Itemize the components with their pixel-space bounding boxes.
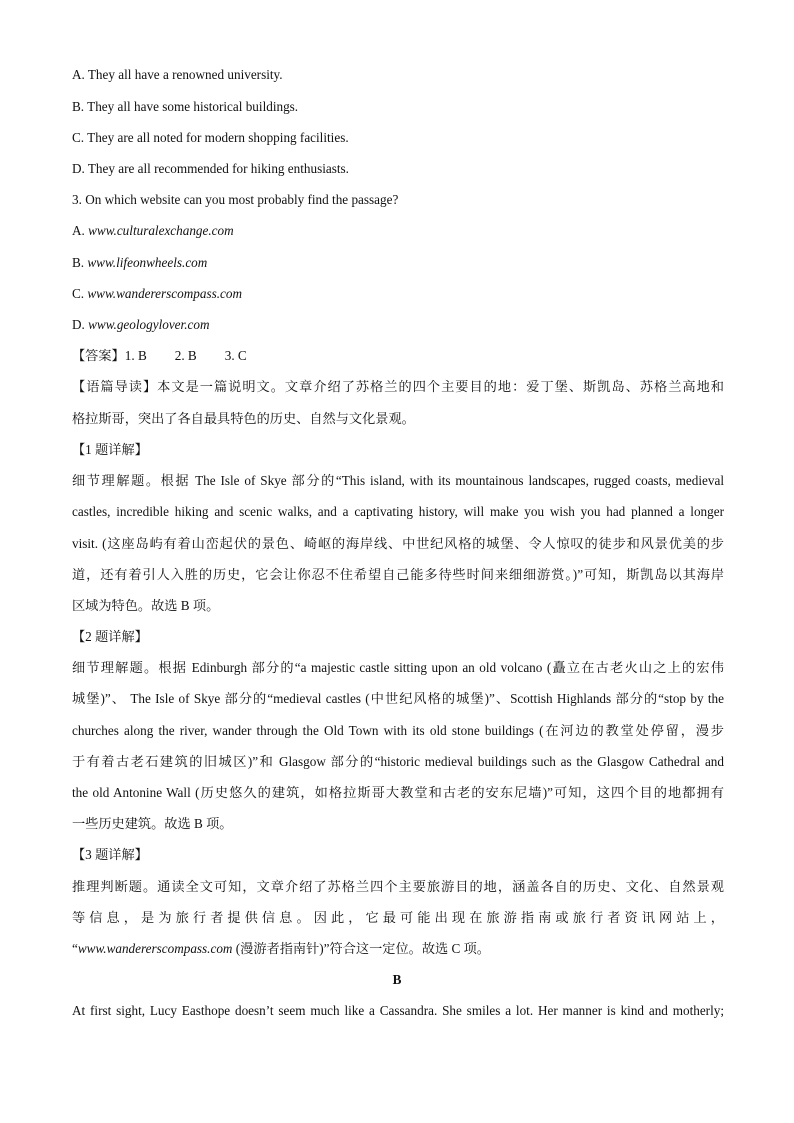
explain3-line-1: 推理判断题。通读全文可知，文章介绍了苏格兰四个主要旅游目的地，涵盖各自的历史、文化、自然景观 (72, 879, 724, 894)
explain2-line-1: 细节理解题。根据 Edinburgh 部分的“a majestic castle sitting upon an old volcano (矗立在古老火山之上的宏伟 (72, 660, 724, 675)
answer-3: 3. C (224, 348, 247, 363)
explain2-line-4: 于有着古老石建筑的旧城区)”和 Glasgow 部分的“historic medieval buildings such as the Glasgow Cathedral and (72, 754, 724, 769)
explain1-heading: 【1 题详解】 (72, 442, 148, 457)
explain3-line-2: 等信息，是为旅行者提供信息。因此，它最可能出现在旅游指南或旅行者资讯网站上， (72, 910, 724, 925)
q3-option-letter: B. (72, 255, 88, 270)
explain3-heading: 【3 题详解】 (72, 847, 148, 862)
q3-option-letter: D. (72, 317, 89, 332)
explain3-line-3-rest: (漫游者指南针)”符合这一定位。故选 C 项。 (232, 941, 490, 956)
q2-option-d: D. They are all recommended for hiking enthusiasts. (72, 161, 349, 176)
q3-option-c (72, 285, 724, 303)
q3-option-letter: C. (72, 286, 88, 301)
q3-stem: 3. On which website can you most probably find the passage? (72, 192, 399, 207)
answer-2: 2. B (174, 348, 197, 363)
website-url: www.wandererscompass.com (77, 941, 233, 956)
explain1-line-2: castles, incredible hiking and scenic walks, and a captivating history, will make you wish you had planned a longer (72, 504, 724, 519)
q3-option-url: www.geologylover.com (88, 317, 210, 332)
section-b-title: B (392, 972, 402, 987)
q3-option-b (72, 254, 724, 272)
explain3-line-3 (72, 940, 724, 958)
q2-option-a: A. They all have a renowned university. (72, 67, 283, 82)
q2-option-b: B. They all have some historical buildings. (72, 99, 299, 114)
explain2-line-2: 城堡)”、 The Isle of Skye 部分的“medieval castles (中世纪风格的城堡)”、Scottish Highlands 部分的“stop by the (72, 691, 724, 706)
explain1-line-1: 细节理解题。根据 The Isle of Skye 部分的“This island, with its mountainous landscapes, rugged coasts, medieval (72, 473, 724, 488)
guide-line-2: 格拉斯哥，突出了各自最具特色的历史、自然与文化景观。 (72, 411, 415, 426)
q3-option-letter: A. (72, 223, 89, 238)
explain1-line-4: 道，还有着引人入胜的历史，它会让你忍不住希望自己能多待些时间来细细游赏。)”可知，斯凯岛以其海岸 (72, 567, 724, 582)
q3-option-url: www.wandererscompass.com (87, 286, 242, 301)
explain1-line-5: 区域为特色。故选 B 项。 (72, 598, 220, 613)
explain2-line-6: 一些历史建筑。故选 B 项。 (72, 816, 233, 831)
q3-option-d (72, 316, 724, 334)
answer-label: 【答案】 (72, 348, 125, 363)
explain2-line-5: the old Antonine Wall (历史悠久的建筑，如格拉斯哥大教堂和古老的安东尼墙)”可知，这四个目的地都拥有 (72, 785, 724, 800)
q3-option-url: www.culturalexchange.com (88, 223, 234, 238)
explain2-heading: 【2 题详解】 (72, 629, 148, 644)
answer-1: 1. B (124, 348, 147, 363)
guide-line-1: 【语篇导读】本文是一篇说明文。文章介绍了苏格兰的四个主要目的地：爱丁堡、斯凯岛、苏格兰高地和 (72, 379, 724, 394)
section-b-first-line: At first sight, Lucy Easthope doesn’t seem much like a Cassandra. She smiles a lot. Her manner is kind and motherly; (72, 1003, 724, 1018)
answer-line (72, 347, 724, 365)
q3-option-url: www.lifeonwheels.com (87, 255, 208, 270)
quote-open: “ (72, 941, 78, 956)
q2-option-c: C. They are all noted for modern shopping facilities. (72, 130, 349, 145)
explain2-line-3: churches along the river, wander through the Old Town with its old stone buildings (在河边的教堂处停留，漫步 (72, 723, 724, 738)
q3-option-a (72, 222, 724, 240)
explain1-line-3: visit. (这座岛屿有着山峦起伏的景色、崎岖的海岸线、中世纪风格的城堡、令人惊叹的徒步和风景优美的步 (72, 536, 724, 551)
